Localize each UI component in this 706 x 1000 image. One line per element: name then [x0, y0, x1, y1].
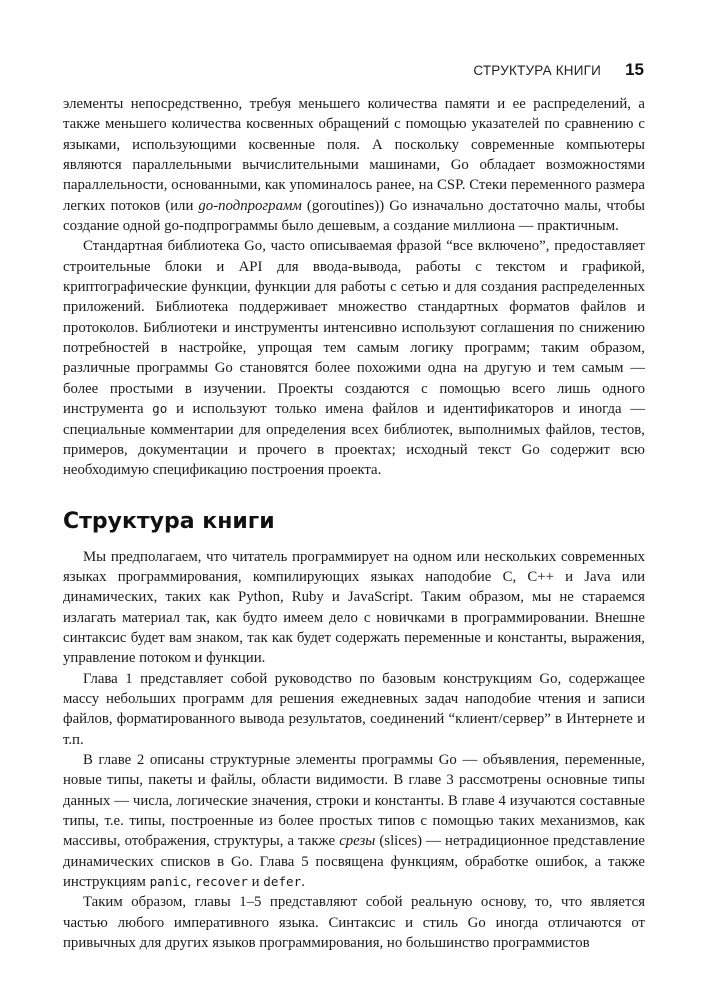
paragraph-5-sep-1: , [187, 874, 195, 891]
paragraph-2-code: go [152, 401, 168, 417]
paragraph-5-text: В главе 2 описаны структурные элементы программы Go — объявления, переменные, новые типы, пакеты и файлы, области видимости. В главе 3 рассмотрены основные типы данных — числа, логические значения, строки и константы. В главе 4 изучаются составные типы, т.е. типы, построенные из более простых типов с помощью таких механизмов, как массивы, отображения, структуры, а также [63, 751, 645, 850]
paragraph-1 [63, 94, 645, 236]
code-defer: defer [263, 874, 302, 890]
paragraph-5-sep-2: и [247, 874, 264, 891]
code-recover: recover [194, 874, 248, 890]
paragraph-5-emphasis: срезы [339, 833, 376, 850]
paragraph-1-text: элементы непосредственно, требуя меньшего количества памяти и ее распределений, а также меньшего количества косвенных обращений с помощью указателей по сравнению с языками, использующими косвенные поля. А поскольку современные компьютеры являются параллельными вычислительными машинами, Go обладает возможностями параллельности, основанными, как упоминалось ранее, на CSP. Стеки переменного размера легких потоков (или [63, 96, 645, 214]
paragraph-4 [63, 669, 645, 750]
body-text [63, 94, 645, 953]
code-panic: panic [149, 874, 188, 890]
page-number: 15 [625, 60, 644, 79]
running-title: СТРУКТУРА КНИГИ [473, 63, 602, 78]
paragraph-6-text: Таким образом, главы 1–5 представляют собой реальную основу, то, что является частью любого императивного языка. Синтаксис и стиль Go иногда отличаются от привычных для других языков программирования, но большинство программистов [63, 894, 645, 952]
section-heading: Структура книги [63, 508, 275, 534]
paragraph-5 [63, 750, 645, 892]
paragraph-2 [63, 236, 645, 480]
running-header [473, 60, 644, 80]
paragraph-3 [63, 547, 645, 669]
paragraph-5-end: . [301, 874, 305, 891]
paragraph-5-text-2: (slices) — нетрадиционное представление динамических списков в Go. Глава 5 посвящена функциям, обработке ошибок, а также инструкциям [63, 833, 645, 891]
paragraph-1-text-2: (goroutines)) Go изначально достаточно малы, чтобы создание одной go-подпрограммы было дешевым, а создание миллиона — практичным. [63, 197, 645, 235]
paragraph-1-emphasis: go-подпрограмм [198, 197, 302, 214]
paragraph-2-text-2: и используют только имена файлов и идентификаторов и иногда — специальные комментарии для определения всех библиотек, выполнимых файлов, тестов, примеров, документации и прочего в проектах; исходный текст Go содержит всю необходимую спецификацию построения проекта. [63, 401, 645, 479]
paragraph-2-text: Стандартная библиотека Go, часто описываемая фразой “все включено”, предоставляет строительные блоки и API для ввода-вывода, работы с текстом и графикой, криптографические функции, функции для работы с сетью и для создания распределенных приложений. Библиотека поддерживает множество стандартных форматов файлов и протоколов. Библиотеки и инструменты интенсивно используют соглашения по снижению потребностей в настройке, упрощая тем самым логику программ; таким образом, различные программы Go становятся более похожими одна на другую и тем самым — более простыми в изучении. Проекты создаются с помощью всего лишь одного инструмента [63, 238, 645, 418]
paragraph-6 [63, 892, 645, 953]
paragraph-4-text: Глава 1 представляет собой руководство по базовым конструкциям Go, содержащее массу небольших программ для решения ежедневных задач наподобие чтения и записи файлов, форматированного вывода результатов, соединений “клиент/сервер” в Интернете и т.п. [63, 670, 645, 748]
paragraph-3-text: Мы предполагаем, что читатель программирует на одном или нескольких современных языках программирования, компилирующих языках наподобие C, C++ и Java или динамических, таких как Python, Ruby и JavaScript. Таким образом, мы не стараемся излагать материал так, как будто имеем дело с новичками в программировании. Внешне синтаксис будет вам знаком, так как будет содержать переменные и константы, выражения, управление потоком и функции. [63, 548, 645, 667]
